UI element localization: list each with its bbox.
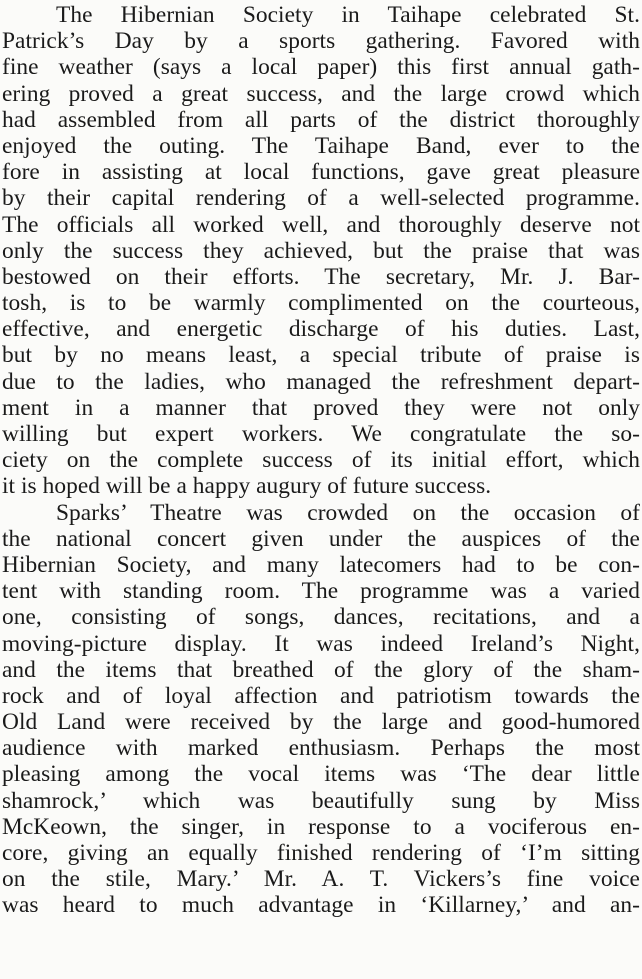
text-line: bestowed on their efforts. The secretary, Mr. J. Bar-: [2, 263, 640, 290]
text-line: had assembled from all parts of the district thoroughly: [2, 106, 640, 133]
article-column: [2, 2, 640, 919]
text-line: willing but expert workers. We congratulate the so-: [2, 421, 640, 447]
text-line: ment in a manner that proved they were not only: [2, 394, 640, 421]
text-line: Old Land were received by the large and good-humored: [2, 709, 640, 736]
text-line: only the success they achieved, but the praise that was: [2, 237, 640, 264]
text-line: and the items that breathed of the glory of the sham-: [2, 656, 640, 683]
text-line: the national concert given under the auspices of the: [2, 525, 640, 552]
text-line: but by no means least, a special tribute of praise is: [2, 342, 640, 369]
text-line: Patrick’s Day by a sports gathering. Favored with: [2, 28, 640, 55]
text-line: by their capital rendering of a well-selected programme.: [2, 185, 640, 212]
text-line: one, consisting of songs, dances, recitations, and a: [2, 604, 640, 631]
text-line: was heard to much advantage in ‘Killarney,’ and an-: [2, 892, 640, 919]
text-line: core, giving an equally finished rendering of ‘I’m sitting: [2, 840, 640, 866]
text-line: shamrock,’ which was beautifully sung by Miss: [2, 787, 640, 814]
text-line: ering proved a great success, and the large crowd which: [2, 80, 640, 107]
text-line: tosh, is to be warmly complimented on the courteous,: [2, 290, 640, 317]
text-line: rock and of loyal affection and patriotism towards the: [2, 682, 640, 709]
text-line: due to the ladies, who managed the refreshment depart-: [2, 368, 640, 395]
text-line: The officials all worked well, and thoroughly deserve not: [2, 211, 640, 238]
text-line: Hibernian Society, and many latecomers had to be con-: [2, 551, 640, 578]
text-line: fore in assisting at local functions, gave great pleasure: [2, 159, 640, 186]
text-line: enjoyed the outing. The Taihape Band, ever to the: [2, 132, 640, 159]
paragraph-national-concert: [2, 500, 640, 919]
text-line: pleasing among the vocal items was ‘The dear little: [2, 761, 640, 788]
text-line: ciety on the complete success of its initial effort, which: [2, 447, 640, 474]
text-line: fine weather (says a local paper) this first annual gath-: [2, 54, 640, 81]
text-line: on the stile, Mary.’ Mr. A. T. Vickers’s fine voice: [2, 866, 640, 893]
text-line: McKeown, the singer, in response to a vociferous en-: [2, 813, 640, 840]
text-line: moving-picture display. It was indeed Ireland’s Night,: [2, 630, 640, 657]
text-line: effective, and energetic discharge of his duties. Last,: [2, 316, 640, 343]
text-line: The Hibernian Society in Taihape celebrated St.: [56, 2, 640, 28]
paragraph-hibernian-sports: [2, 2, 640, 500]
text-line: audience with marked enthusiasm. Perhaps the most: [2, 735, 640, 762]
text-line: it is hoped will be a happy augury of future success.: [2, 473, 492, 500]
text-line: Sparks’ Theatre was crowded on the occasion of: [56, 499, 640, 526]
text-line: tent with standing room. The programme was a varied: [2, 578, 640, 605]
